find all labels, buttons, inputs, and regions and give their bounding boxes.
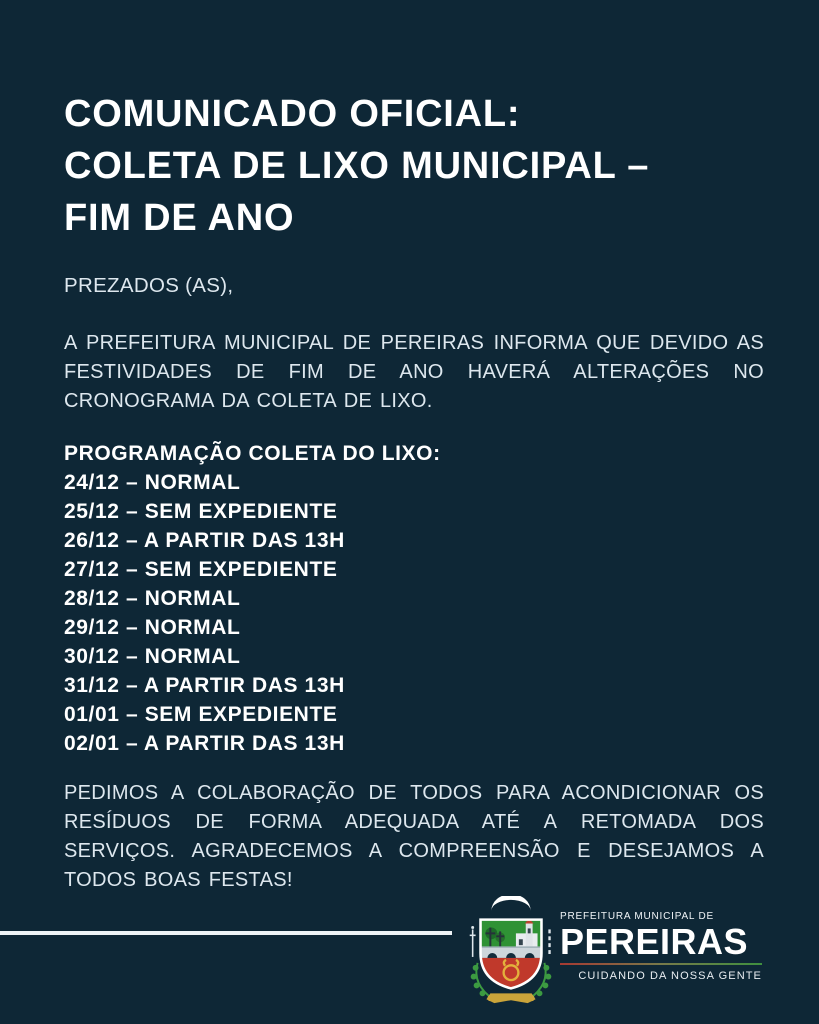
closing-paragraph: PEDIMOS A COLABORAÇÃO DE TODOS PARA ACONDICIONAR OS RESÍDUOS DE FORMA ADEQUADA ATÉ A RETOMADA DOS SERVIÇOS. AGRADECEMOS A COMPREENSÃO E DESEJAMOS A TODOS BOAS FESTAS! — [64, 782, 764, 891]
crescent-icon — [491, 896, 530, 911]
shield-icon — [481, 919, 542, 990]
greeting-text: PREZADOS (AS), — [64, 274, 234, 297]
schedule-item: 27/12 – SEM EXPEDIENTE — [64, 558, 338, 581]
city-crest-logo — [466, 896, 556, 1012]
tagline-label: CUIDANDO DA NOSSA GENTE — [578, 970, 762, 982]
logotype-block — [560, 911, 762, 982]
page-title — [64, 88, 784, 244]
org-name-label: PEREIRAS — [560, 921, 749, 962]
schedule-section — [64, 439, 764, 758]
schedule-item: 02/01 – A PARTIR DAS 13H — [64, 732, 345, 755]
schedule-item: 31/12 – A PARTIR DAS 13H — [64, 674, 345, 697]
title-line-3: FIM DE ANO — [64, 197, 295, 239]
title-line-1: COMUNICADO OFICIAL: — [64, 93, 521, 135]
intro-paragraph: A PREFEITURA MUNICIPAL DE PEREIRAS INFORMA QUE DEVIDO AS FESTIVIDADES DE FIM DE ANO HAVERÁ ALTERAÇÕES NO CRONOGRAMA DA COLETA DE LIXO. — [64, 332, 764, 412]
schedule-item: 26/12 – A PARTIR DAS 13H — [64, 529, 345, 552]
schedule-item: 01/01 – SEM EXPEDIENTE — [64, 703, 338, 726]
title-line-2: COLETA DE LIXO MUNICIPAL – — [64, 145, 650, 187]
schedule-item: 25/12 – SEM EXPEDIENTE — [64, 500, 338, 523]
crest-graphic — [466, 896, 556, 1012]
schedule-item: 24/12 – NORMAL — [64, 471, 241, 494]
sword-icon — [470, 926, 476, 957]
schedule-item: 30/12 – NORMAL — [64, 645, 241, 668]
schedule-heading: PROGRAMAÇÃO COLETA DO LIXO: — [64, 442, 441, 465]
org-prefix-label: PREFEITURA MUNICIPAL DE — [560, 911, 714, 922]
ribbon-icon — [486, 993, 535, 1003]
brand-accent-line — [560, 963, 762, 965]
staff-icon — [548, 929, 550, 954]
schedule-item: 29/12 – NORMAL — [64, 616, 241, 639]
divider-line — [0, 931, 452, 935]
schedule-item: 28/12 – NORMAL — [64, 587, 241, 610]
